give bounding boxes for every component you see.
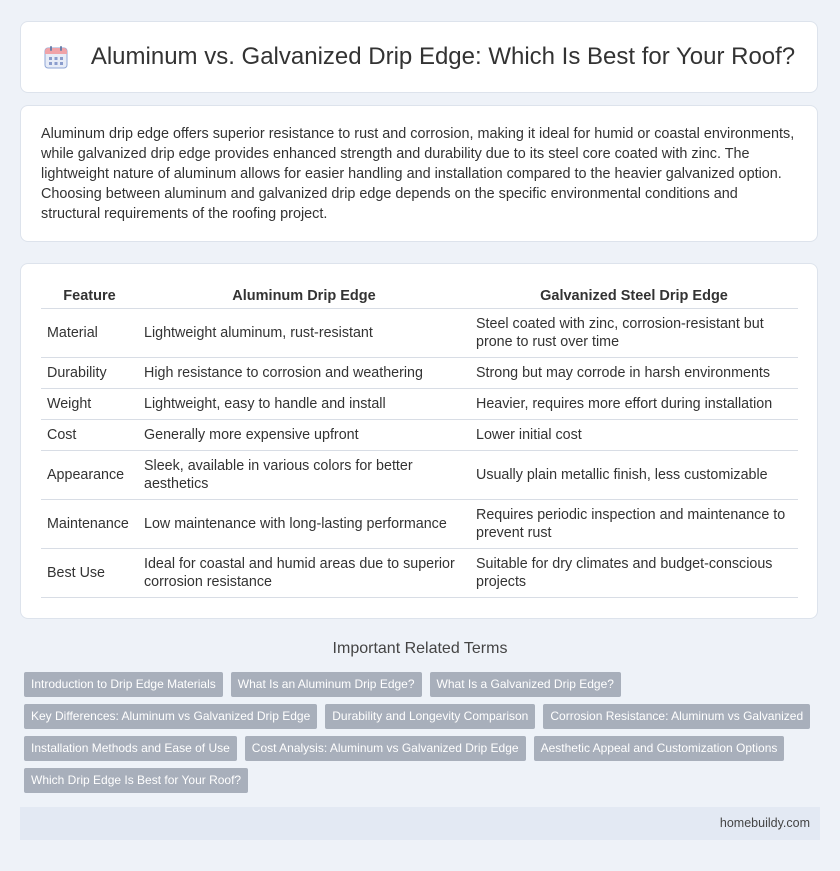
related-term-tag[interactable]: Cost Analysis: Aluminum vs Galvanized Drip Edge xyxy=(245,736,526,761)
row-feature: Durability xyxy=(41,358,138,389)
header-galvanized: Galvanized Steel Drip Edge xyxy=(470,284,798,309)
row-feature: Weight xyxy=(41,389,138,420)
related-term-tag[interactable]: Installation Methods and Ease of Use xyxy=(24,736,237,761)
comparison-table xyxy=(41,284,798,598)
row-galvanized: Steel coated with zinc, corrosion-resistant but prone to rust over time xyxy=(470,309,798,358)
calendar-icon xyxy=(43,44,69,70)
comparison-card xyxy=(20,263,818,619)
header-feature: Feature xyxy=(41,284,138,309)
related-term-tag[interactable]: What Is a Galvanized Drip Edge? xyxy=(430,672,621,697)
row-aluminum: High resistance to corrosion and weathering xyxy=(138,358,470,389)
related-term-tag[interactable]: Which Drip Edge Is Best for Your Roof? xyxy=(24,768,248,793)
row-galvanized: Usually plain metallic finish, less customizable xyxy=(470,451,798,500)
row-feature: Material xyxy=(41,309,138,358)
row-galvanized: Lower initial cost xyxy=(470,420,798,451)
intro-paragraph: Aluminum drip edge offers superior resistance to rust and corrosion, making it ideal for humid or coastal environments, while galvanized drip edge provides enhanced strength and durability due to its steel core coated with zinc. The lightweight nature of aluminum allows for easier handling and installation compared to the heavier galvanized option. Choosing between aluminum and galvanized drip edge depends on the specific environmental conditions and structural requirements of the roofing project. xyxy=(41,126,795,222)
table-row xyxy=(41,549,798,598)
related-term-tag[interactable]: What Is an Aluminum Drip Edge? xyxy=(231,672,422,697)
related-term-tag[interactable]: Key Differences: Aluminum vs Galvanized Drip Edge xyxy=(24,704,317,729)
table-row xyxy=(41,358,798,389)
footer xyxy=(20,807,820,840)
footer-site[interactable]: homebuildy.com xyxy=(719,816,810,830)
related-term-tag[interactable]: Durability and Longevity Comparison xyxy=(325,704,535,729)
table-row xyxy=(41,420,798,451)
row-aluminum: Lightweight, easy to handle and install xyxy=(138,389,470,420)
title-card xyxy=(20,21,818,93)
related-term-tag[interactable]: Introduction to Drip Edge Materials xyxy=(24,672,223,697)
table-row xyxy=(41,309,798,358)
table-row xyxy=(41,500,798,549)
related-term-tag[interactable]: Aesthetic Appeal and Customization Options xyxy=(534,736,785,761)
related-terms-title: Important Related Terms xyxy=(332,640,508,657)
row-feature: Maintenance xyxy=(41,500,138,549)
row-galvanized: Suitable for dry climates and budget-conscious projects xyxy=(470,549,798,598)
row-aluminum: Generally more expensive upfront xyxy=(138,420,470,451)
row-feature: Appearance xyxy=(41,451,138,500)
intro-card xyxy=(20,105,818,242)
related-terms-list xyxy=(24,672,824,800)
row-feature: Cost xyxy=(41,420,138,451)
related-term-tag[interactable]: Corrosion Resistance: Aluminum vs Galvanized xyxy=(543,704,810,729)
row-galvanized: Strong but may corrode in harsh environments xyxy=(470,358,798,389)
row-aluminum: Ideal for coastal and humid areas due to superior corrosion resistance xyxy=(138,549,470,598)
page-title: Aluminum vs. Galvanized Drip Edge: Which Is Best for Your Roof? xyxy=(90,43,796,70)
header-aluminum: Aluminum Drip Edge xyxy=(138,284,470,309)
row-feature: Best Use xyxy=(41,549,138,598)
row-aluminum: Low maintenance with long-lasting performance xyxy=(138,500,470,549)
table-row xyxy=(41,451,798,500)
row-aluminum: Lightweight aluminum, rust-resistant xyxy=(138,309,470,358)
row-galvanized: Requires periodic inspection and maintenance to prevent rust xyxy=(470,500,798,549)
row-galvanized: Heavier, requires more effort during installation xyxy=(470,389,798,420)
table-row xyxy=(41,389,798,420)
table-header-row xyxy=(41,284,798,309)
row-aluminum: Sleek, available in various colors for better aesthetics xyxy=(138,451,470,500)
